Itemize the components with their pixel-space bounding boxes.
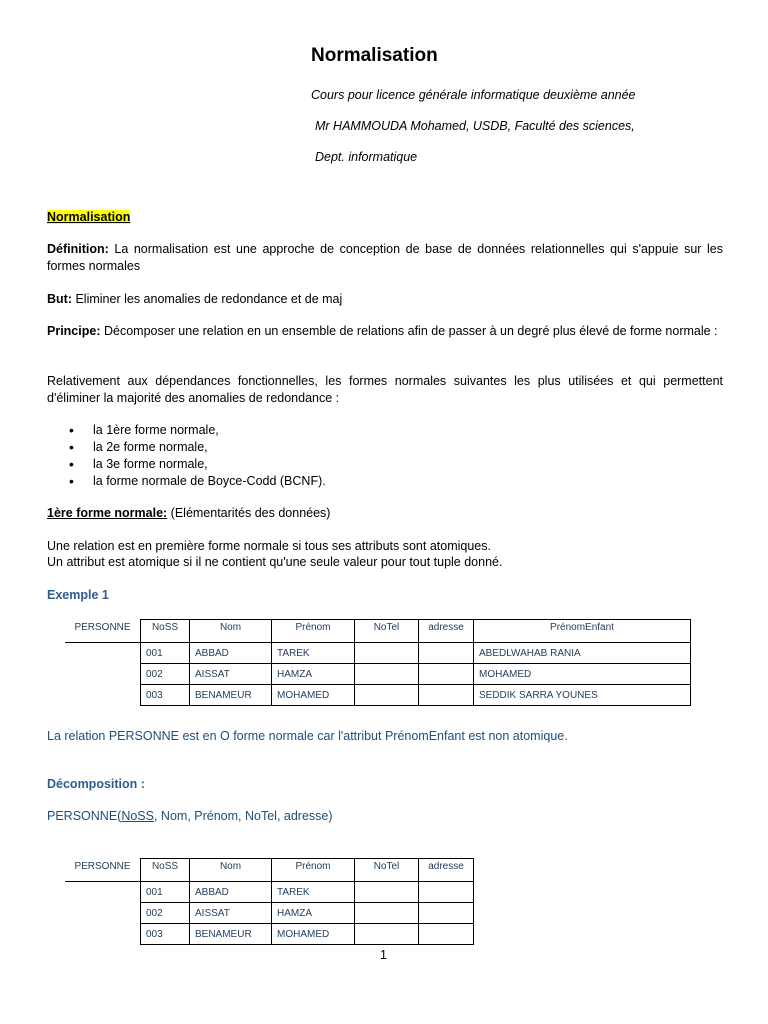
relation-name: PERSONNE [65, 859, 141, 882]
table-cell [355, 903, 419, 924]
table-cell: BENAMEUR [190, 924, 272, 945]
table-cell [355, 882, 419, 903]
decomposition-schema [47, 809, 333, 823]
table-row [65, 882, 474, 903]
column-header: adresse [419, 620, 474, 643]
column-header: adresse [419, 859, 474, 882]
table-row [65, 924, 474, 945]
table-cell: HAMZA [272, 903, 355, 924]
list-item: • la 1ère forme normale, [47, 422, 723, 439]
table-cell [355, 643, 419, 664]
table-cell: TAREK [272, 643, 355, 664]
row-spacer [65, 643, 141, 664]
table-header-row [65, 620, 691, 643]
table-row [65, 664, 691, 685]
table-cell: MOHAMED [474, 664, 691, 685]
table-cell: BENAMEUR [190, 685, 272, 706]
table-header-row [65, 859, 474, 882]
table-cell [419, 643, 474, 664]
table-cell [419, 664, 474, 685]
table-cell: 001 [141, 643, 190, 664]
row-spacer [65, 664, 141, 685]
definition-paragraph [47, 241, 723, 275]
example1-table [65, 619, 691, 706]
conclusion-text: La relation PERSONNE est en O forme normale car l'attribut PrénomEnfant est non atomique. [47, 729, 568, 743]
column-header: NoSS [141, 859, 190, 882]
table-cell [355, 664, 419, 685]
row-spacer [65, 685, 141, 706]
table-cell: AISSAT [190, 903, 272, 924]
first-nf-heading [47, 506, 330, 520]
first-nf-line1: Une relation est en première forme normale si tous ses attributs sont atomiques. [47, 539, 491, 553]
table-cell: AISSAT [190, 664, 272, 685]
table-cell [419, 882, 474, 903]
table-cell: MOHAMED [272, 924, 355, 945]
relation-name: PERSONNE [65, 620, 141, 643]
table-cell [355, 924, 419, 945]
table-cell [419, 903, 474, 924]
document-title: Normalisation [311, 45, 438, 66]
table-cell [419, 924, 474, 945]
first-nf-sub: (Elémentarités des données) [167, 506, 331, 520]
definition-label: Définition: [47, 242, 109, 256]
example-heading: Exemple 1 [47, 588, 109, 602]
schema-prefix: PERSONNE( [47, 809, 122, 823]
table-row [65, 685, 691, 706]
but-paragraph [47, 291, 723, 308]
first-nf-line2: Un attribut est atomique si il ne contient qu'une seule valeur pour tout tuple donné. [47, 555, 503, 569]
subtitle-dept: Dept. informatique [315, 150, 418, 164]
schema-key: NoSS [121, 809, 154, 823]
section-heading-text: Normalisation [47, 210, 131, 224]
principe-paragraph [47, 323, 723, 340]
decomposed-table [65, 858, 474, 945]
subtitle-course: Cours pour licence générale informatique deuxième année [311, 88, 636, 102]
normal-forms-list [47, 422, 723, 490]
section-heading [47, 210, 130, 224]
column-header: Prénom [272, 859, 355, 882]
list-item: • la 3e forme normale, [47, 456, 723, 473]
table-cell: TAREK [272, 882, 355, 903]
table-cell: ABEDLWAHAB RANIA [474, 643, 691, 664]
column-header: Nom [190, 620, 272, 643]
table-cell: MOHAMED [272, 685, 355, 706]
page-number: 1 [380, 948, 387, 962]
table-cell: 003 [141, 924, 190, 945]
table-cell [419, 685, 474, 706]
column-header: NoSS [141, 620, 190, 643]
list-item: • la 2e forme normale, [47, 439, 723, 456]
table-cell: SEDDIK SARRA YOUNES [474, 685, 691, 706]
table-cell: ABBAD [190, 643, 272, 664]
principe-text: Décomposer une relation en un ensemble de relations afin de passer à un degré plus élevé de forme normale : [100, 324, 718, 338]
row-spacer [65, 924, 141, 945]
table-cell: 003 [141, 685, 190, 706]
principe-label: Principe: [47, 324, 101, 338]
table-cell: HAMZA [272, 664, 355, 685]
table-row [65, 643, 691, 664]
row-spacer [65, 882, 141, 903]
table-cell: 002 [141, 664, 190, 685]
relativement-paragraph: Relativement aux dépendances fonctionnelles, les formes normales suivantes les plus utilisées et qui permettent d'éliminer la majorité des anomalies de redondance : [47, 374, 723, 405]
column-header: Nom [190, 859, 272, 882]
column-header: NoTel [355, 620, 419, 643]
table-cell: 002 [141, 903, 190, 924]
subtitle-author: Mr HAMMOUDA Mohamed, USDB, Faculté des sciences, [315, 119, 635, 133]
definition-text: La normalisation est une approche de conception de base de données relationnelles qui s'appuie sur les formes normales [47, 242, 723, 273]
table-cell [355, 685, 419, 706]
schema-rest: , Nom, Prénom, NoTel, adresse) [153, 809, 333, 823]
first-nf-title: 1ère forme normale: [47, 506, 168, 520]
column-header: Prénom [272, 620, 355, 643]
decomposition-heading: Décomposition : [47, 777, 145, 791]
but-text: Eliminer les anomalies de redondance et de maj [72, 292, 343, 306]
row-spacer [65, 903, 141, 924]
table-row [65, 903, 474, 924]
column-header: PrénomEnfant [474, 620, 691, 643]
table-cell: ABBAD [190, 882, 272, 903]
column-header: NoTel [355, 859, 419, 882]
list-item: • la forme normale de Boyce-Codd (BCNF). [47, 473, 723, 490]
but-label: But: [47, 292, 72, 306]
table-cell: 001 [141, 882, 190, 903]
